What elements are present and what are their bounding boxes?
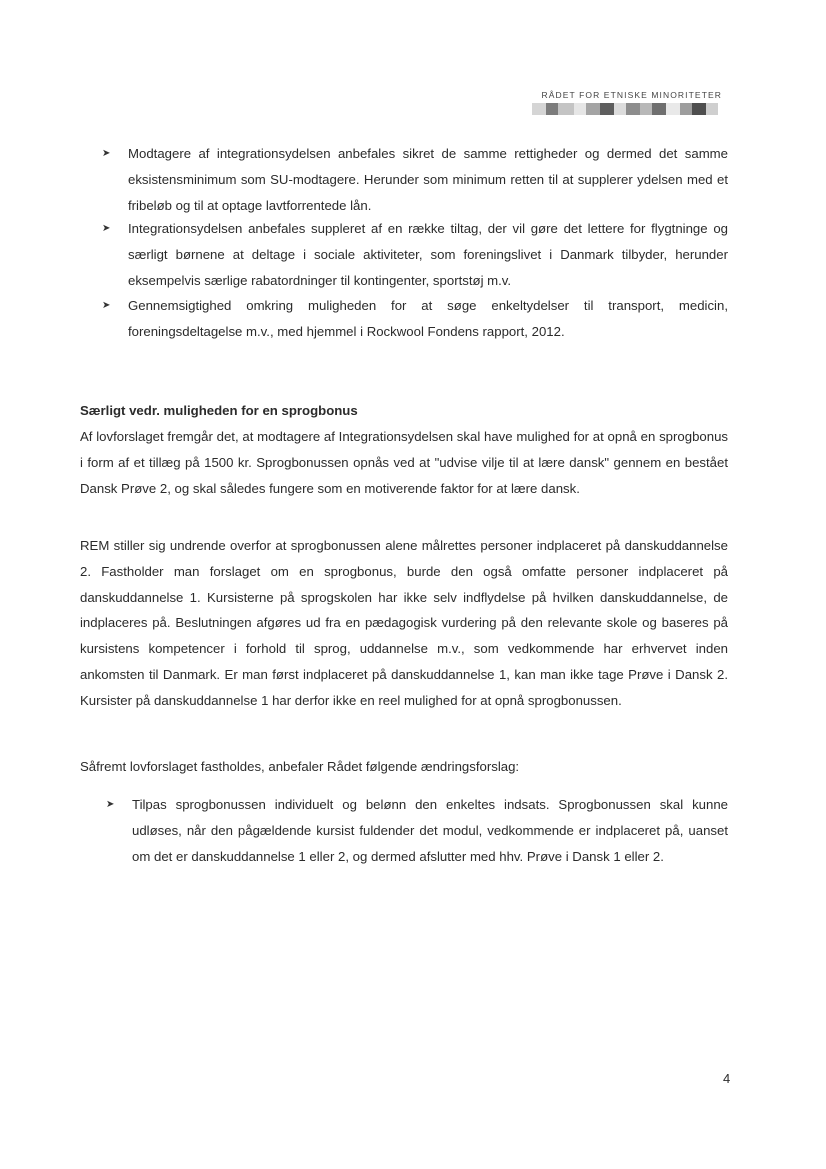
logo-bar-segment — [546, 103, 558, 115]
page-number: 4 — [723, 1071, 731, 1086]
logo-bar-segment — [600, 103, 614, 115]
arrow-bullet-icon: ➤ — [106, 799, 115, 810]
organization-header — [532, 90, 722, 115]
bullet-text: Tilpas sprogbonussen individuelt og belønn den enkeltes indsats. Sprogbonussen skal kunne udløses, når den pågældende kursist fuldender det modul, vedkommende er indplaceret på, uanset om det er danskuddannelse 1 eller 2, og dermed afslutter med hhv. Prøve i Dansk 1 eller 2. — [132, 797, 728, 864]
logo-bar-segment — [706, 103, 718, 115]
arrow-bullet-icon: ➤ — [102, 148, 111, 159]
paragraph: REM stiller sig undrende overfor at sprogbonussen alene målrettes personer indplaceret på danskuddannelse 2. Fastholder man forslaget om en sprogbonus, burde den også omfatte personer indplaceret på danskuddannelse 1. Kursisterne på sprogskolen har ikke selv indflydelse på hvilken danskuddannelse, de indplaceres på. Beslutningen afgøres ud fra en pædagogisk vurdering på den relevante skole og baseres på kursistens kompetencer i forhold til sprog, uddannelse m.v., som vedkommende har erhvervet inden ankomsten til Danmark. Er man først indplaceret på danskuddannelse 1, kan man ikke tage Prøve i Dansk 2. Kursister på danskuddannelse 1 har derfor ikke en reel mulighed for at opnå sprogbonussen. — [80, 538, 728, 708]
bullet-item — [106, 792, 728, 869]
bullet-text: Gennemsigtighed omkring muligheden for at søge enkeltydelser til transport, medicin, foreningsdeltagelse m.v., med hjemmel i Rockwool Fondens rapport, 2012. — [128, 298, 728, 339]
logo-bar-segment — [558, 103, 574, 115]
arrow-bullet-icon: ➤ — [102, 300, 111, 311]
paragraph: Af lovforslaget fremgår det, at modtagere af Integrationsydelsen skal have mulighed for at opnå en sprogbonus i form af et tillæg på 1500 kr. Sprogbonussen opnås ved at "udvise vilje til at lære dansk" gennem en bestået Dansk Prøve 2, og skal således fungere som en motiverende faktor for at lære dansk. — [80, 429, 728, 496]
logo-color-bar — [532, 103, 722, 115]
logo-bar-segment — [532, 103, 546, 115]
section-heading: Særligt vedr. muligheden for en sprogbonus — [80, 403, 358, 418]
bullet-item — [102, 141, 728, 218]
organization-name: RÅDET FOR ETNISKE MINORITETER — [541, 90, 722, 100]
logo-bar-segment — [666, 103, 680, 115]
arrow-bullet-icon: ➤ — [102, 223, 111, 234]
bullet-item — [102, 293, 728, 345]
logo-bar-segment — [626, 103, 640, 115]
logo-bar-segment — [640, 103, 652, 115]
bullet-item — [102, 216, 728, 293]
bullet-text: Integrationsydelsen anbefales suppleret af en række tiltag, der vil gøre det lettere for flygtninge og særligt børnene at deltage i sociale aktiviteter, som foreningslivet i Danmark tilbyder, herunder eksempelvis særlige rabatordninger til kontingenter, sportstøj m.v. — [128, 221, 728, 288]
logo-bar-segment — [586, 103, 600, 115]
bullet-text: Modtagere af integrationsydelsen anbefales sikret de samme rettigheder og dermed det samme eksistensminimum som SU-modtagere. Herunder som minimum retten til at supplerer ydelsen med et fribeløb og til at optage lavtforrentede lån. — [128, 146, 728, 213]
logo-bar-segment — [652, 103, 666, 115]
logo-bar-segment — [614, 103, 626, 115]
paragraph: Såfremt lovforslaget fastholdes, anbefaler Rådet følgende ændringsforslag: — [80, 759, 520, 774]
logo-bar-segment — [680, 103, 692, 115]
logo-bar-segment — [692, 103, 706, 115]
logo-bar-segment — [574, 103, 586, 115]
